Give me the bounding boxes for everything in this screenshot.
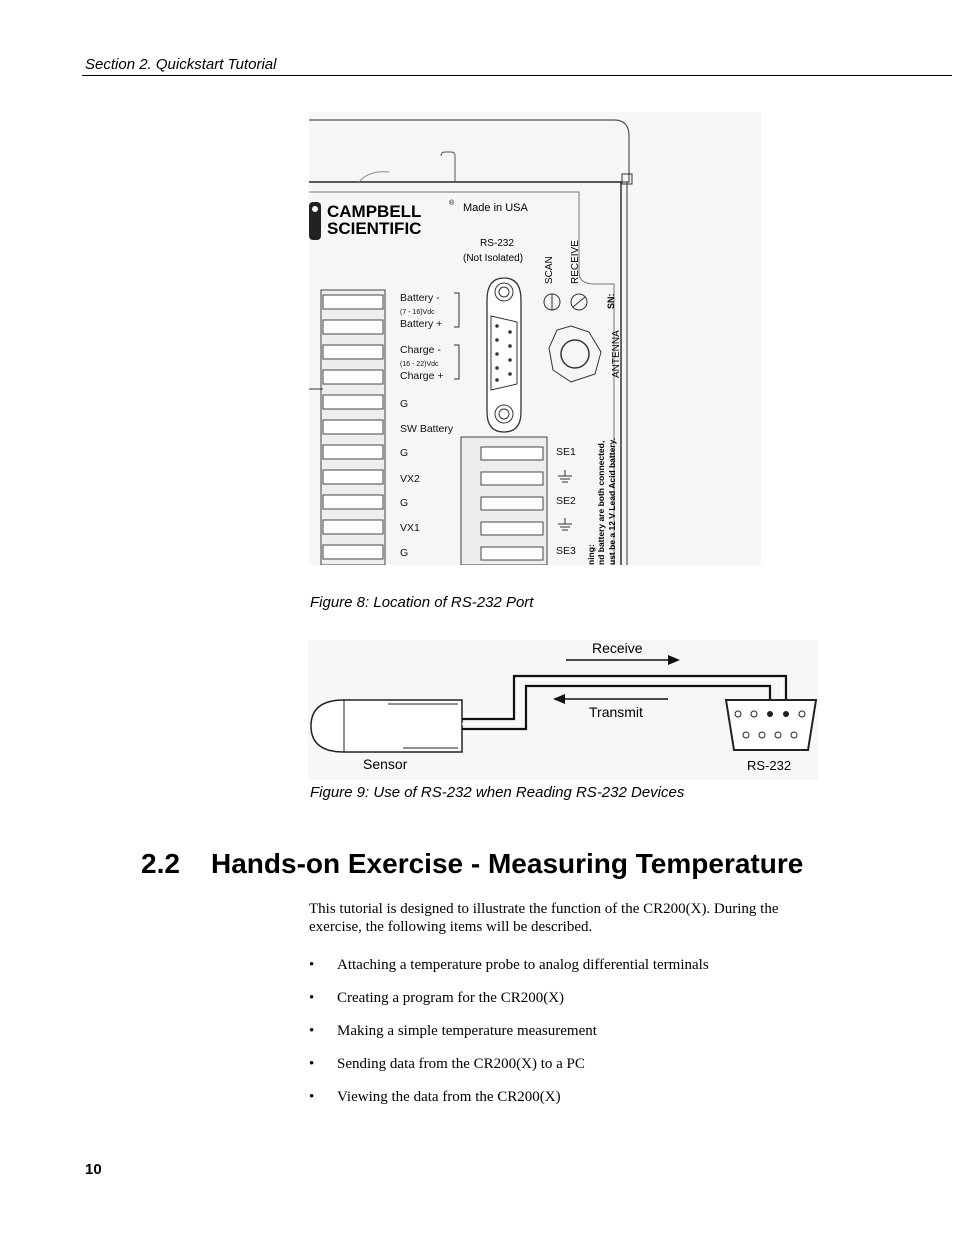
logo-line1: CAMPBELL [327,202,422,221]
g-label-3: G [400,497,409,509]
antenna-label: ANTENNA [611,330,622,378]
figure-8-rs232-location [309,112,761,565]
figure-9-rs232-diagram [308,640,818,780]
page-number: 10 [85,1161,102,1178]
running-header: Section 2. Quickstart Tutorial [85,56,277,73]
left-terminal-strip [321,290,385,565]
db9-port-icon [487,278,521,432]
battery-range-label: (7 - 16)Vdc [400,309,435,316]
sensor-icon [311,700,462,752]
vx1-label: VX1 [400,522,420,534]
right-terminal-strip [461,437,547,565]
figure-8-caption: Figure 8: Location of RS-232 Port [310,594,534,611]
charge-plus-label: Charge + [400,370,444,382]
g-label-4: G [400,547,409,559]
sw-battery-label: SW Battery [400,423,454,435]
warning-line3: ust be a 12 V Lead Acid battery. [607,437,617,565]
receive-arrow-label: Receive [592,640,643,656]
battery-minus-label: Battery - [400,292,440,304]
rs232-connector-label: RS-232 [747,758,792,773]
battery-plus-label: Battery + [400,318,443,330]
se3-label: SE3 [556,545,576,557]
list-item: • Making a simple temperature measurement [309,1023,597,1039]
list-item: • Sending data from the CR200(X) to a PC [309,1056,585,1072]
figure-9-caption: Figure 9: Use of RS-232 when Reading RS-232 Devices [310,784,685,801]
scan-label: SCAN [544,256,555,284]
registered-mark: ® [449,200,455,207]
list-item: • Attaching a temperature probe to analog differential terminals [309,957,709,973]
db9-connector-icon [726,700,816,750]
sensor-label: Sensor [363,756,408,772]
charge-range-label: (16 - 22)Vdc [400,361,439,368]
logo-line2: SCIENTIFIC [327,219,422,238]
warning-line1: ning: [586,544,596,565]
sn-label: SN: [606,293,616,309]
rs232-label: RS-232 [480,238,514,249]
section-heading [141,848,803,880]
list-item: • Viewing the data from the CR200(X) [309,1089,561,1105]
section-number: 2.2 [141,848,180,879]
g-label-2: G [400,447,409,459]
receive-label: RECEIVE [570,240,581,284]
se2-label: SE2 [556,495,576,507]
bullet-list [309,957,709,1122]
charge-minus-label: Charge - [400,344,441,356]
list-item: • Creating a program for the CR200(X) [309,990,565,1006]
transmit-arrow-label: Transmit [589,704,643,720]
g-label-1: G [400,398,409,410]
section-title: Hands-on Exercise - Measuring Temperature [211,848,804,879]
se1-label: SE1 [556,446,576,458]
not-isolated-label: (Not Isolated) [463,253,524,264]
header-rule [82,75,952,76]
warning-line2: nd battery are both connected, [596,440,606,565]
vx2-label: VX2 [400,473,420,485]
intro-paragraph: This tutorial is designed to illustrate the function of the CR200(X). During the exercise, the following items will be described. [309,901,779,935]
made-in-usa: Made in USA [463,202,528,214]
